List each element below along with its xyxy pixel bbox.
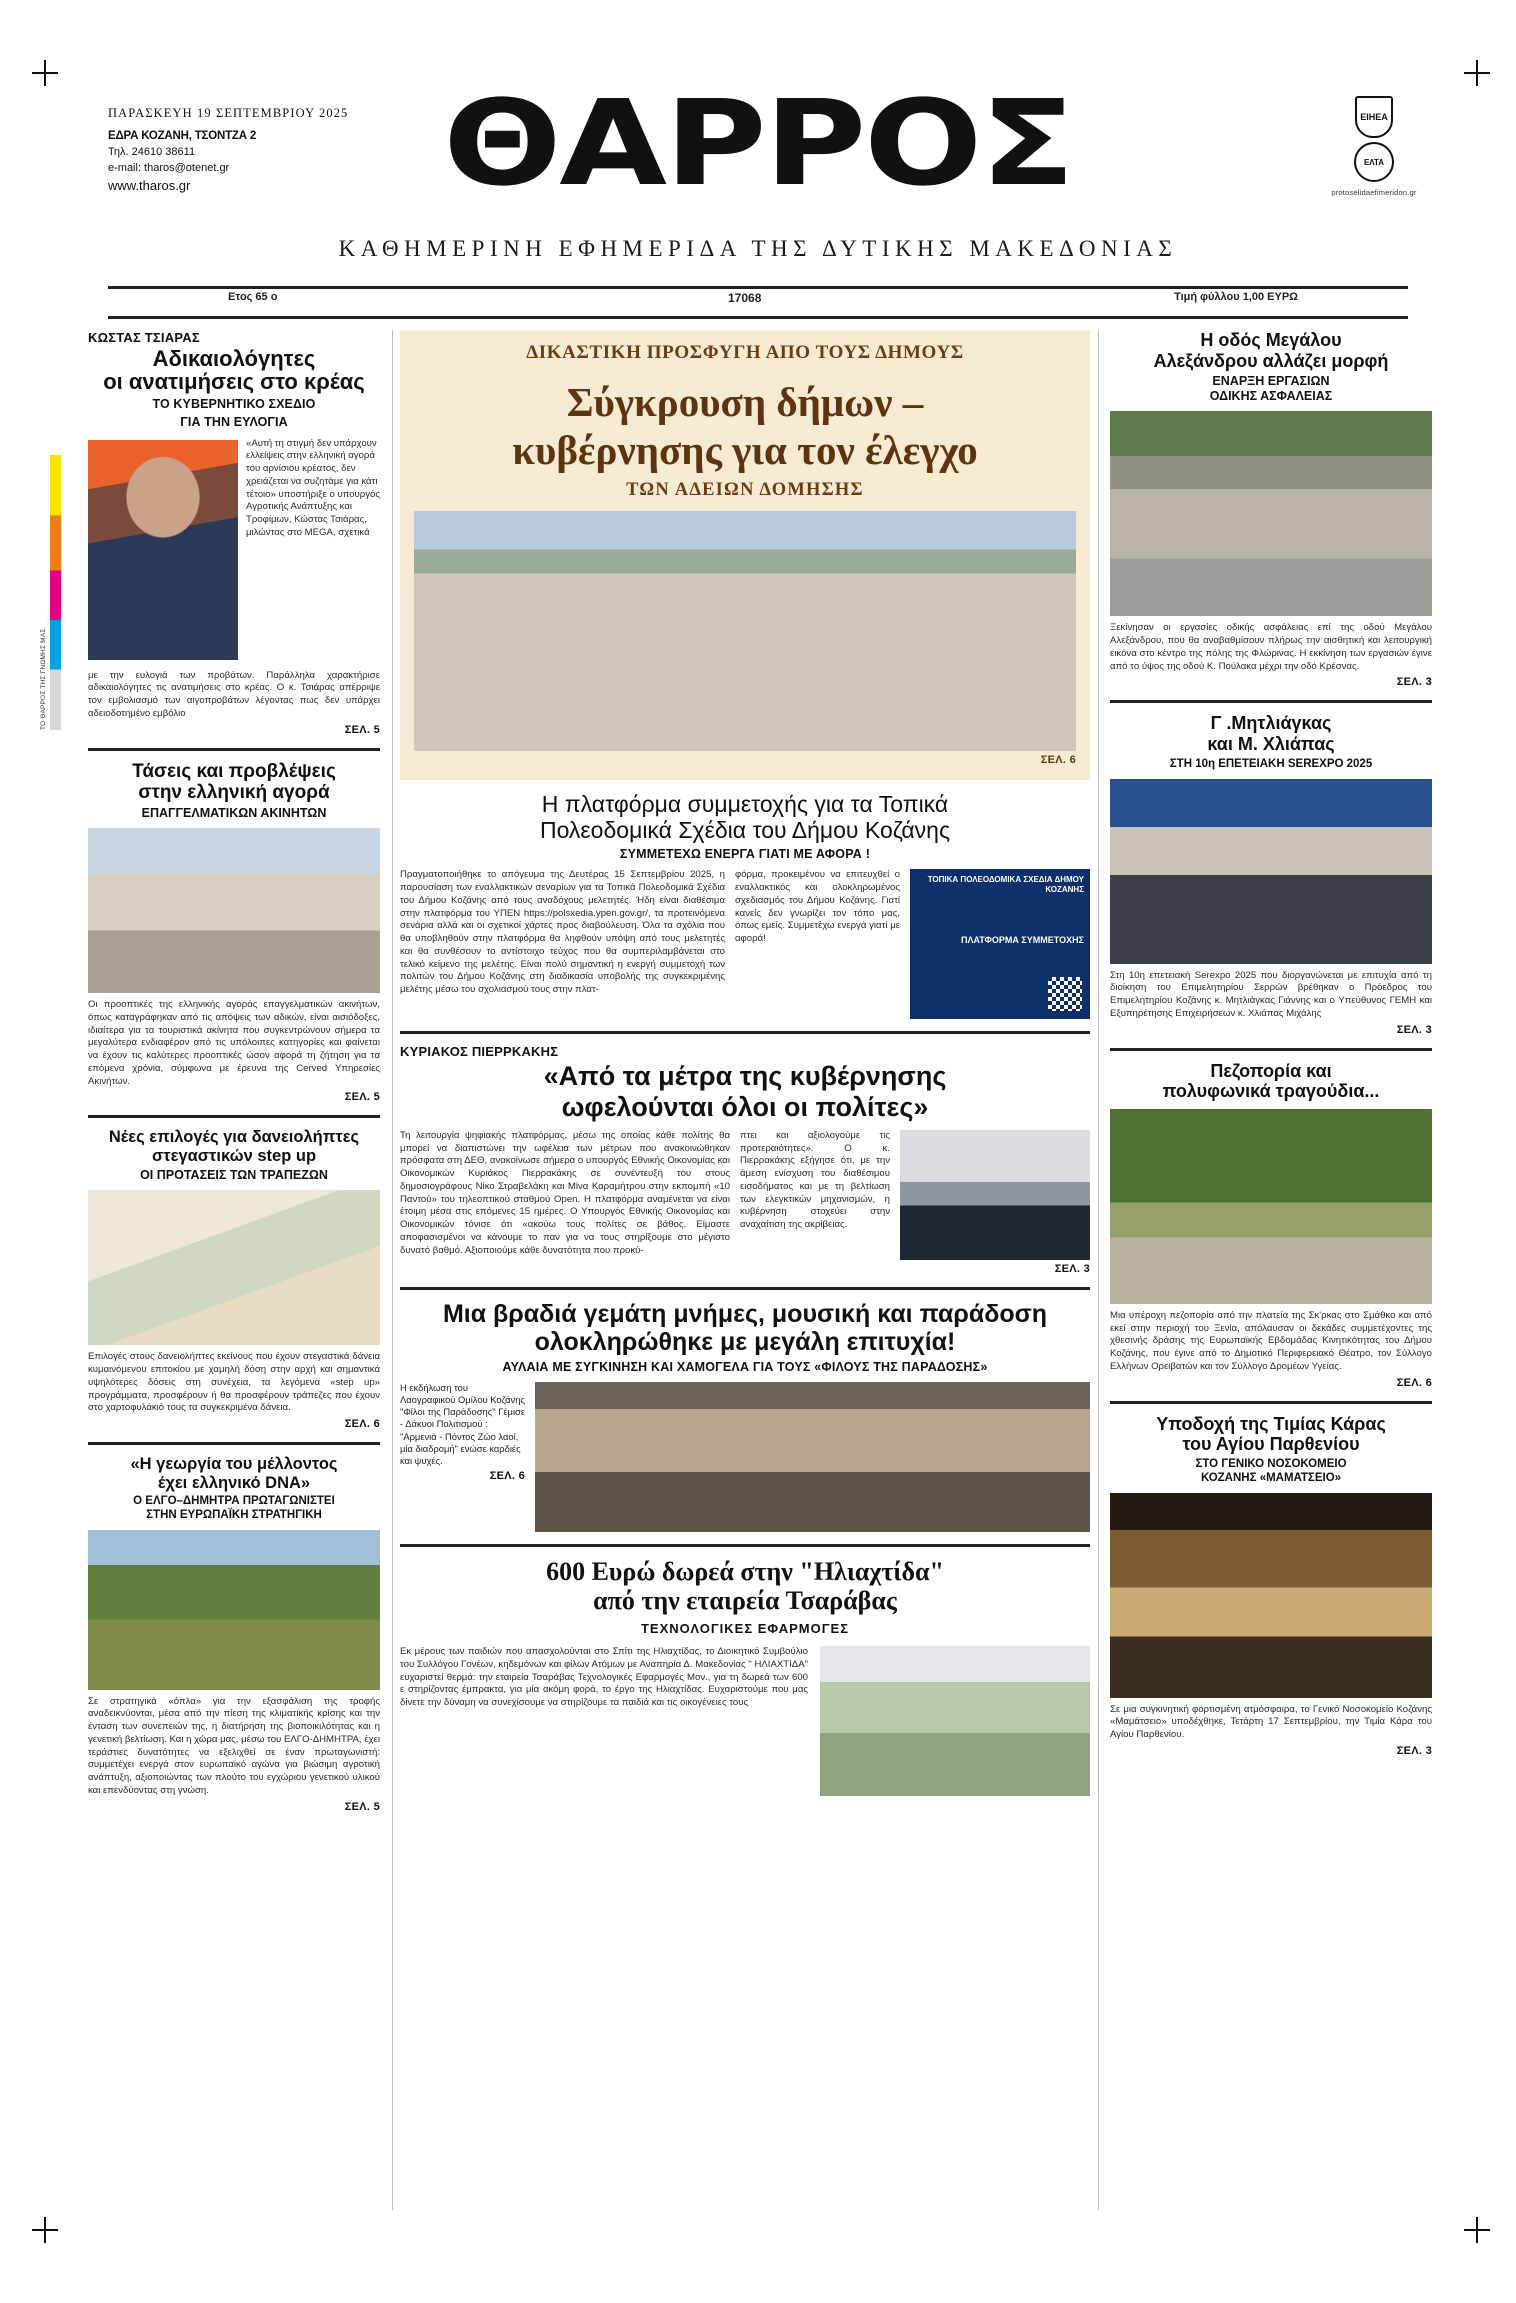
photo-orchard-field (88, 1530, 380, 1690)
masthead (0, 74, 1516, 284)
article-tsiaras-headline-1: Αδικαιολόγητες (152, 346, 316, 371)
article-lead-building-permits[interactable] (400, 330, 1090, 780)
article-agriculture-body: Σε στρατηγικά «όπλα» για την εξασφάλιση της τροφής αναδεικνύονται, μέσα από την πίεση της κλιματικής κρίσης και την ένταση των συνεπειών της, η διατήρηση της βιοποικιλότητας και η γενετική βελτίωση. Και η χώρα μας, μέσω του ΕΛΓΟ-ΔΗΜΗΤΡΑ, έχει τεράστιες δυνατότητες να εξελιχθεί σε έναν πρωταγωνιστή: συμμετέχει ενεργά στον ευρωπαϊκό αγώνα για βιώσιμη αγροτική ανάπτυξη, αξιοποιώντας των πλούτο του εγχώριου γενετικού υλικού και επενδύοντας στη γνώση. (88, 1695, 380, 1796)
article-hiking[interactable] (1110, 1061, 1432, 1389)
donation-body: Εκ μέρους των παιδιών που απασχολούνται στο Σπίτι της Ηλιαχτίδας, το Διοικητικό Συμβούλιο του Συλλόγου Γονέων, κηδεμόνων και φίλων Ατόμων με Αναπηρία Δ. Μακεδονίας " ΗΛΙΑΧΤΙΔΑ" ευχαριστεί θερμά: την εταιρεία Τσαράβας Τεχνολογικές Εφαρμογές Μον., για τη δωρεά των 600 ε στηρίζοντας έμπρακτα, για μία ακόμη φορά, το έργο της Ηλιαχτίδας. Ευχαριστούμε που μας δίνετε την δύναμη να συνεχίσουμε να στηρίζουμε τα παιδιά και τις οικογένειες τους (400, 1646, 808, 1709)
crop-mark-top-left (32, 60, 58, 86)
lead-headline-1: Σύγκρουση δήμων – (566, 379, 924, 425)
article-agriculture-sub-2: ΣΤΗΝ ΕΥΡΩΠΑΪΚΗ ΣΤΡΑΤΗΓΙΚΗ (146, 1508, 322, 1521)
serexpo-page-ref: ΣΕΛ. 3 (1396, 1023, 1432, 1036)
article-loans[interactable] (88, 1128, 380, 1430)
platform-promo-sub: ΠΛΑΤΦΟΡΜΑ ΣΥΜΜΕΤΟΧΗΣ (960, 935, 1084, 946)
issue-price: Τιμή φύλλου 1,00 ΕΥΡΩ (1174, 291, 1298, 303)
photo-church-ceremony (1110, 1493, 1432, 1698)
article-loans-page-ref: ΣΕΛ. 6 (344, 1418, 380, 1431)
article-loans-sub: ΟΙ ΠΡΟΤΑΣΕΙΣ ΤΩΝ ΤΡΑΠΕΖΩΝ (140, 1168, 328, 1183)
spine-label: ΤΟ ΘΑΡΡΟΣ ΤΗΣ ΓΝΩΜΗΣ ΜΑΣ (40, 628, 47, 730)
tradition-page-ref: ΣΕΛ. 6 (489, 1470, 525, 1483)
article-urban-planning-platform[interactable] (400, 792, 1090, 1020)
center-separator-1 (400, 1031, 1090, 1034)
left-column (88, 330, 380, 1813)
article-real-estate[interactable] (88, 761, 380, 1104)
platform-headline-1: Η πλατφόρμα συμμετοχής για τα Τοπικά (541, 790, 949, 817)
crop-mark-bottom-right (1464, 2217, 1490, 2243)
platform-body-col1: Πραγματοποιήθηκε το απόγευμα της Δευτέρας 15 Σεπτεμβρίου 2025, η παρουσίαση των εναλλακτικών σεναρίων για τα Τοπικά Πολεοδομικά Σχέδια του Δήμου Κοζάνης από τους αναδόχους μελετητές. Ήδη είναι διαθέσιμα στην πλατφόρμα του ΥΠΕΝ https://polsxedia.ypen.gov.gr/, τα προτεινόμενα σενάρια αλλά και οι σχετικοί χάρτες προς διαβούλευση. Όλα τα σχόλια που θα υποβληθούν στην πλατφόρμα θα ληφθούν υπόψη από τους μελετητές και θα συνθέσουν το αντίστοιχο τεύχος που θα συμπεριλαμβάνεται στο τελικό κείμενο της μελέτης. Είναι πολύ σημαντική η ενεργή συμμετοχή των πολιτών του Δήμου Κοζάνης στη διαδικασία υποβολής της συγκεκριμένης μελέτης μέσω του σχολιασμού τους στην πλατ- (400, 869, 725, 996)
article-donation[interactable] (400, 1557, 1090, 1796)
serexpo-sub: ΣΤΗ 10η ΕΠΕΤΕΙΑΚΗ SEREXPO 2025 (1169, 757, 1373, 770)
alexandrou-headline-1: Η οδός Μεγάλου (1200, 330, 1342, 350)
photo-city-rooftops (414, 511, 1076, 751)
right-separator-1 (1110, 700, 1432, 703)
article-tradition-night[interactable] (400, 1300, 1090, 1532)
left-separator-1 (88, 748, 380, 751)
article-tsiaras-sub-2: ΓΙΑ ΤΗΝ ΕΥΛΟΓΙΑ (180, 414, 288, 429)
article-loans-body: Επιλογές στους δανειολήπτες εκείνους που έχουν στεγαστικά δάνεια κυμαινόμενου επιτοκίου με χαμηλή δόση στην αρχή και σημαντικά υψηλότερες δόσεις στη συνέχεια, τα λεγόμενα «step up» προγράμματα, προσφέρουν ή θα προσφέρουν τράπεζες που έχουν στο χαρτοφυλάκιό τους τα συγκεκριμένα δάνεια. (88, 1351, 380, 1414)
article-tsiaras-sub-1: ΤΟ ΚΥΒΕΡΝΗΤΙΚΟ ΣΧΕΔΙΟ (152, 396, 316, 411)
left-separator-2 (88, 1115, 380, 1118)
masthead-rule-bottom (108, 316, 1408, 319)
article-real-estate-body: Οι προοπτικές της ελληνικής αγοράς επαγγελματικών ακινήτων, όπως καταγράφηκαν από τις απόψεις των αδικών, είναι αισιόδοξες, ιδιαίτερα για τα τουριστικά ακίνητα που συγκεντρώνουν σήμερα τα μεγαλύτερα ενδιαφέρον από τις υπόλοιπες κατηγορίες και φαίνεται να έχουν τις καλύτερες προοπτικές ώσον αφορά τη ζήτηση για τα επόμενα χρόνια, σύμφωνα με έρευνα της Cerved Υπηρεσίες Ακινήτων. (88, 999, 380, 1087)
hiking-headline-1: Πεζοπορία και (1210, 1060, 1332, 1081)
article-tsiaras-page-ref: ΣΕΛ. 5 (344, 723, 380, 736)
lead-subhead: ΤΩΝ ΑΔΕΙΩΝ ΔΟΜΗΣΗΣ (626, 479, 864, 500)
eiiea-badge-icon: ΕΙΗΕΑ (1355, 96, 1393, 138)
lead-kicker: ΔΙΚΑΣΤΙΚΗ ΠΡΟΣΦΥΓΗ ΑΠΟ ΤΟΥΣ ΔΗΜΟΥΣ (526, 342, 964, 363)
donation-headline-1: 600 Ευρώ δωρεά στην "Ηλιαχτίδα" (546, 1556, 944, 1586)
relic-body: Σε μια συγκινητική φορτισμένη ατμόσφαιρα, το Γενικό Νοσοκομείο Κοζάνης «Μαμάτσειο» υποδέχθηκε, Τετάρτη 17 Σεπτεμβρίου, την Τιμία Κάρα του Αγίου Παρθενίου. (1110, 1703, 1432, 1741)
donation-headline-2: από την εταιρεία Τσαράβας (593, 1586, 897, 1616)
tradition-headline-2: ολοκληρώθηκε με μεγάλη επιτυχία! (534, 1327, 956, 1356)
press-emblems (1324, 96, 1424, 197)
relic-headline-2: του Αγίου Παρθενίου (1182, 1434, 1360, 1455)
hiking-page-ref: ΣΕΛ. 6 (1396, 1376, 1432, 1389)
lead-page-ref: ΣΕΛ. 6 (1040, 753, 1076, 766)
article-tsiaras-headline-2: οι ανατιμήσεις στο κρέας (103, 369, 365, 395)
alexandrou-body: Ξεκίνησαν οι εργασίες οδικής ασφάλειας επί της οδού Μεγάλου Αλεξάνδρου, που θα αναβαθμίσουν πλήρως την αισθητική και λειτουργική εικόνα στο κέντρο της πόλης της Φλώρινας. Η εκκίνηση των εργασιών έγινε από το ύψος της οδού Κ. Πούλακα μέχρι την οδό Κρέσνας. (1110, 622, 1432, 672)
column-divider-right (1098, 330, 1099, 2210)
serexpo-headline-1: Γ .Μητλιάγκας (1210, 713, 1332, 734)
article-relic-reception[interactable] (1110, 1414, 1432, 1757)
article-tsiaras-body: με την ευλογιά των προβάτων. Παράλληλα χαρακτήρισε αδικαιολόγητες τις ανατιμήσεις στο κρέας. Ο κ. Τσιάρας απέρριψε τον εμβολιασμό των αιγοπροβάτων λέγοντας πως δεν υπάρχει αδειοδοτημένο εμβόλιο (88, 669, 380, 719)
article-agriculture-sub-1: Ο ΕΛΓΟ–ΔΗΜΗΤΡΑ ΠΡΩΤΑΓΩΝΙΣΤΕΙ (133, 1495, 335, 1508)
article-agriculture-headline-1: «Η γεωργία του μέλλοντος (130, 1455, 338, 1474)
photo-donation-cheque (820, 1646, 1090, 1796)
center-separator-3 (400, 1544, 1090, 1547)
center-separator-2 (400, 1287, 1090, 1290)
website-url[interactable]: www.tharos.gr (108, 177, 191, 193)
hiking-body: Μια υπέροχη πεζοπορία από την πλατεία της Σκ'ρκας στο Σμάθκο και από εκεί στην περιοχή του Ξενία, απόλαυσαν οι δεκάδες συμμετέχοντες της χθεσινής δράσης της Ευρωπαϊκής Εβδομάδας Κινητικότητας του Δήμου Κοζάνης, που έγινε από το Δημοτικό Περιφερειακό Θέατρο, τον Σύλλογο Ελλήνων Ορειβατών και τον Σύλλογο Δρομέων Υγείας. (1110, 1309, 1432, 1372)
alexandrou-headline-2: Αλεξάνδρου αλλάζει μορφή (1153, 350, 1389, 371)
lead-headline-2: κυβέρνησης για τον έλεγχο (512, 426, 978, 473)
platform-promo-graphic (910, 869, 1090, 1019)
photo-hikers-group (1110, 1109, 1432, 1304)
newspaper-subtitle: ΚΑΘΗΜΕΡΙΝΗ ΕΦΗΜΕΡΙΔΑ ΤΗΣ ΔΥΤΙΚΗΣ ΜΑΚΕΔΟΝΙΑΣ (338, 236, 1178, 261)
photo-houses-and-euros (88, 1190, 380, 1345)
article-tsiaras[interactable] (88, 330, 380, 736)
pierrakakis-kicker: ΚΥΡΙΑΚΟΣ ΠΙΕΡΡΚΑΚΗΣ (400, 1044, 559, 1060)
pierrakakis-page-ref: ΣΕΛ. 3 (1054, 1262, 1090, 1275)
article-tsiaras-kicker: ΚΩΣΤΑΣ ΤΣΙΑΡΑΣ (88, 330, 200, 345)
article-serexpo[interactable] (1110, 713, 1432, 1035)
platform-body-col2: φόρμα, προκειμένου να επιτευχθεί ο εναλλακτικός και ολοκληρωμένος σχεδιασμός του Δήμου Κοζάνης. Γιατί κανείς δεν γνωρίζει τον τόπο μας, όπως εμείς. Συμμετέχω ενεργά γιατί με αφορά! (735, 869, 900, 945)
article-pierrakakis[interactable] (400, 1044, 1090, 1274)
article-agriculture-headline-2: έχει ελληνικό DNA» (157, 1473, 311, 1492)
article-agriculture-dna[interactable] (88, 1455, 380, 1813)
serexpo-body: Στη 10η επετειακή Serexpo 2025 που διοργανώνεται με επιτυχία από τη διοίκηση του Επιμελητηρίου Σερρών βρέθηκαν ο Πρόεδρος του Επιμελητηρίου Κοζάνης κ. Μητλιάγκας Γιάννης και ο Υπεύθυνος ΓΕΜΗ και Εξυπηρέτησης Επιχειρήσεων κ. Χλιάπας Μιχάλης (1110, 969, 1432, 1019)
newspaper-logo: ΘΑΡΡΟΣ (443, 74, 1073, 212)
serexpo-headline-2: και Μ. Χλιάπας (1207, 734, 1335, 755)
donation-subhead: ΤΕΧΝΟΛΟΓΙΚΕΣ ΕΦΑΡΜΟΓΕΣ (640, 1621, 850, 1637)
relic-headline-1: Υποδοχή της Τιμίας Κάρας (1156, 1413, 1386, 1434)
issue-number: 17068 (728, 291, 762, 305)
tradition-headline-1: Μια βραδιά γεμάτη μνήμες, μουσική και παράδοση (442, 1299, 1048, 1328)
phone-number: Τηλ. 24610 38611 (108, 145, 196, 158)
platform-headline-2: Πολεοδομικά Σχέδια του Δήμου Κοζάνης (539, 816, 951, 843)
alexandrou-page-ref: ΣΕΛ. 3 (1396, 676, 1432, 689)
tradition-caption: Η εκδήλωση του Λαογραφικού Ομίλου Κοζάνης "Φίλοι της Παράδοσης" Γέμισε - Δάκυοι Πολιτισμού : "Αρμενιά - Πόντος Ζώο λαοί, μία διαδρομή" ενώσε καρδιές και ψυχές. (400, 1381, 525, 1467)
photo-office-buildings (88, 828, 380, 993)
center-column (400, 330, 1090, 1796)
crop-mark-top-right (1464, 60, 1490, 86)
relic-sub-1: ΣΤΟ ΓΕΝΙΚΟ ΝΟΣΟΚΟΜΕΙΟ (1195, 1458, 1347, 1471)
hiking-headline-2: πολυφωνικά τραγούδια... (1162, 1081, 1380, 1102)
article-tsiaras-wrap-text: «Αυτή τη στιγμή δεν υπάρχουν ελλείψεις στην ελληνική αγορά του αρνίσιου κρέατος, δεν χρειάζεται να συζητάμε για κάτι τέτοιο» υποστήριξε ο υπουργός Αγροτικής Ανάπτυξης και Τροφίμων, Κώστας Τσιάρας, μιλώντας στο MEGA, σχετικά (246, 437, 380, 538)
crop-mark-bottom-left (32, 2217, 58, 2243)
photo-road-works (1110, 411, 1432, 616)
issue-strap (108, 288, 1408, 314)
left-separator-3 (88, 1442, 380, 1445)
platform-promo-title: ΤΟΠΙΚΑ ΠΟΛΕΟΔΟΜΙΚΑ ΣΧΕΔΙΑ ΔΗΜΟΥ ΚΟΖΑΝΗΣ (927, 875, 1084, 895)
alexandrou-sub-2: ΟΔΙΚΗΣ ΑΣΦΑΛΕΙΑΣ (1209, 389, 1333, 404)
pierrakakis-headline-1: «Από τα μέτρα της κυβέρνησης (543, 1061, 947, 1092)
article-real-estate-headline-1: Τάσεις και προβλέψεις (132, 760, 336, 782)
article-real-estate-page-ref: ΣΕΛ. 5 (344, 1091, 380, 1104)
column-divider-left (392, 330, 393, 2210)
qr-code-icon[interactable] (1048, 977, 1082, 1011)
article-loans-headline-1: Νέες επιλογές για δανειολήπτες (108, 1128, 360, 1147)
article-real-estate-headline-2: στην ελληνική αγορά (138, 781, 330, 803)
publication-year: Ετος 65 ο (228, 291, 278, 303)
right-separator-2 (1110, 1048, 1432, 1051)
pierrakakis-headline-2: ωφελούνται όλοι οι πολίτες» (561, 1091, 929, 1122)
pierrakakis-body-col1: Τη λειτουργία ψηφιακής πλατφόρμας, μέσω της οποίας κάθε πολίτης θα μπορεί να διαπιστώνει την ωφέλεια των μέτρων που ανακοινώθηκαν πρόσφατα στη ΔΕΘ, ανακοίνωσε σήμερα ο υπουργός Εθνικής Οικονομίας και Οικονομικών Κυριάκος Πιερρακάκης σε συνέντευξή του στους δημοσιογράφους Νίκο Στραβελάκη και Μίνα Καραμήτρου στην εκπομπή «10 Παντού» του τηλεοπτικού σταθμού Open. Η πλατφόρμα αναμένεται να είναι έτοιμη μέσα στις επόμενες 15 ημέρες. Ο Υπουργός Εθνικής Οικονομίας και Οικονομικών τόνισε ότι «ακούω τους πολίτες σε βάθος. Είμαστε αποφασισμένοι να κάνουμε το παν για να τους στηρίξουμε στο μέγιστο δυνατό βαθμό. Αξιοποιούμε κάθε δυνατότητα που προκύ- (400, 1129, 730, 1256)
photo-pierrakakis-portrait (900, 1130, 1090, 1260)
platform-subhead: ΣΥΜΜΕΤΕΧΩ ΕΝΕΡΓΑ ΓΙΑΤΙ ΜΕ ΑΦΟΡΑ ! (619, 847, 871, 862)
email-address: e-mail: tharos@otenet.gr (108, 161, 230, 174)
office-address: ΕΔΡΑ ΚΟΖΑΝΗ, ΤΣΟΝΤΖΑ 2 (108, 130, 257, 143)
article-agriculture-page-ref: ΣΕΛ. 5 (344, 1800, 380, 1813)
photo-serexpo-officials (1110, 779, 1432, 964)
article-loans-headline-2: στεγαστικών step up (151, 1146, 317, 1165)
photo-dance-group (535, 1382, 1090, 1532)
emblem-caption: protoselidaefimeridon.gr (1331, 188, 1417, 197)
elta-badge-icon: ΕΛΤΑ (1354, 142, 1394, 182)
right-separator-3 (1110, 1401, 1432, 1404)
relic-sub-2: ΚΟΖΑΝΗΣ «ΜΑΜΑΤΣΕΙΟ» (1200, 1471, 1342, 1484)
right-column (1110, 330, 1432, 1757)
publication-date: ΠΑΡΑΣΚΕΥΗ 19 ΣΕΠΤΕΜΒΡΙΟΥ 2025 (108, 106, 349, 120)
alexandrou-sub-1: ΕΝΑΡΞΗ ΕΡΓΑΣΙΩΝ (1212, 374, 1330, 389)
article-real-estate-sub: ΕΠΑΓΓΕΛΜΑΤΙΚΩΝ ΑΚΙΝΗΤΩΝ (141, 806, 327, 821)
relic-page-ref: ΣΕΛ. 3 (1396, 1744, 1432, 1757)
tradition-subhead: ΑΥΛΑΙΑ ΜΕ ΣΥΓΚΙΝΗΣΗ ΚΑΙ ΧΑΜΟΓΕΛΑ ΓΙΑ ΤΟΥΣ «ΦΙΛΟΥΣ ΤΗΣ ΠΑΡΑΔΟΣΗΣ» (502, 1359, 988, 1374)
pierrakakis-body-col2: πτει και αξιολογούμε τις προτεραιότητες». Ο κ. Πιερρακάκης εξήγησε ότι, με την άμεση ενίσχυση του διαθέσιμου εισοδήματος και με τη βελτίωση των ελεγκτικών μηχανισμών, η κυβέρνηση στοχεύει στην αναχαίτιση της ακρίβειας. (740, 1129, 890, 1231)
article-alexandrou-street[interactable] (1110, 330, 1432, 688)
photo-tsiaras-portrait (88, 440, 238, 660)
